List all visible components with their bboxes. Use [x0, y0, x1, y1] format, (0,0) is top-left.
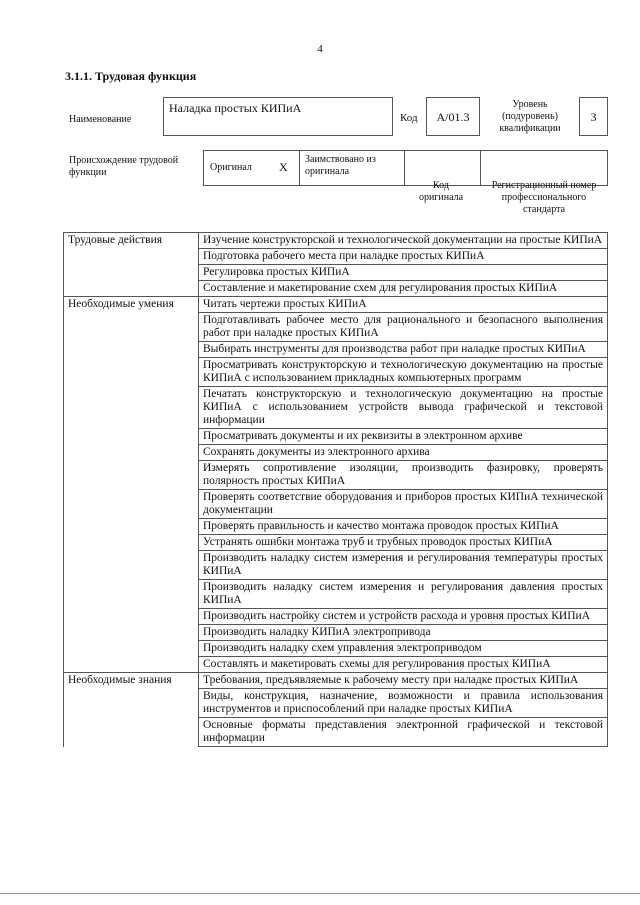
registration-number-caption: Регистрационный номер профессионального стандарта: [491, 180, 597, 215]
list-item: Выбирать инструменты для производства работ при наладке простых КИПиА: [199, 342, 608, 358]
original-label: Оригинал: [210, 162, 252, 173]
code-label: Код: [400, 112, 418, 124]
code-value-box: [426, 97, 480, 136]
list-item: Сохранять документы из электронного архива: [199, 445, 608, 461]
list-item: Изучение конструкторской и технологической документации на простые КИПиА: [199, 233, 608, 249]
table-row: [64, 233, 608, 249]
list-item: Составление и макетирование схем для регулирования простых КИПиА: [199, 281, 608, 297]
list-item: Проверять соответствие оборудования и приборов простых КИПиА технической документации: [199, 490, 608, 519]
section-title: 3.1.1. Трудовая функция: [65, 69, 197, 83]
list-item: Подготовка рабочего места при наладке простых КИПиА: [199, 249, 608, 265]
origin-label: Происхождение трудовой функции: [69, 155, 179, 178]
list-item: Подготавливать рабочее место для рационального и безопасного выполнения работ при наладке простых КИПиА: [199, 313, 608, 342]
name-value-box: [163, 97, 393, 136]
list-item: Регулировка простых КИПиА: [199, 265, 608, 281]
list-item: Измерять сопротивление изоляции, производить фазировку, проверять полярность простых КИПиА: [199, 461, 608, 490]
list-item: Печатать конструкторскую и технологическую документацию на простые КИПиА с использованием устройств вывода графической и текстовой информации: [199, 387, 608, 429]
list-item: Проверять правильность и качество монтажа проводок простых КИПиА: [199, 519, 608, 535]
list-item: Виды, конструкция, назначение, возможности и правила использования инструментов и приспособлений при наладке простых КИПиА: [199, 689, 608, 718]
list-item: Просматривать конструкторскую и технологическую документацию на простые КИПиА с использованием прикладных компьютерных программ: [199, 358, 608, 387]
level-label: Уровень (подуровень) квалификации: [499, 99, 561, 134]
name-label: Наименование: [69, 114, 132, 125]
name-value: Наладка простых КИПиА: [169, 101, 302, 115]
list-item: Читать чертежи простых КИПиА: [199, 297, 608, 313]
list-item: Устранять ошибки монтажа труб и трубных проводок простых КИПиА: [199, 535, 608, 551]
list-item: Просматривать документы и их реквизиты в электронном архиве: [199, 429, 608, 445]
list-item: Основные форматы представления электронной графической и текстовой информации: [199, 718, 608, 747]
category-labor-actions: Трудовые действия: [64, 233, 199, 297]
page-bottom-edge: [0, 893, 640, 894]
code-value: А/01.3: [436, 110, 470, 124]
list-item: Производить настройку систем и устройств расхода и уровня простых КИПиА: [199, 609, 608, 625]
level-value-box: [579, 97, 608, 136]
level-value: 3: [590, 110, 597, 124]
original-mark: X: [279, 160, 288, 174]
labor-function-table: [63, 232, 608, 747]
page-number: 4: [317, 43, 323, 55]
category-required-knowledge: Необходимые знания: [64, 673, 199, 747]
list-item: Производить наладку КИПиА электропривода: [199, 625, 608, 641]
list-item: Составлять и макетировать схемы для регулирования простых КИПиА: [199, 657, 608, 673]
table-row: [64, 297, 608, 313]
list-item: Требования, предъявляемые к рабочему месту при наладке простых КИПиА: [199, 673, 608, 689]
category-required-skills: Необходимые умения: [64, 297, 199, 673]
list-item: Производить наладку схем управления электроприводом: [199, 641, 608, 657]
table-row: [64, 673, 608, 689]
list-item: Производить наладку систем измерения и регулирования температуры простых КИПиА: [199, 551, 608, 580]
list-item: Производить наладку систем измерения и регулирования давления простых КИПиА: [199, 580, 608, 609]
code-original-caption: Код оригинала: [418, 180, 464, 203]
borrowed-label: Заимствовано из оригинала: [305, 154, 376, 177]
